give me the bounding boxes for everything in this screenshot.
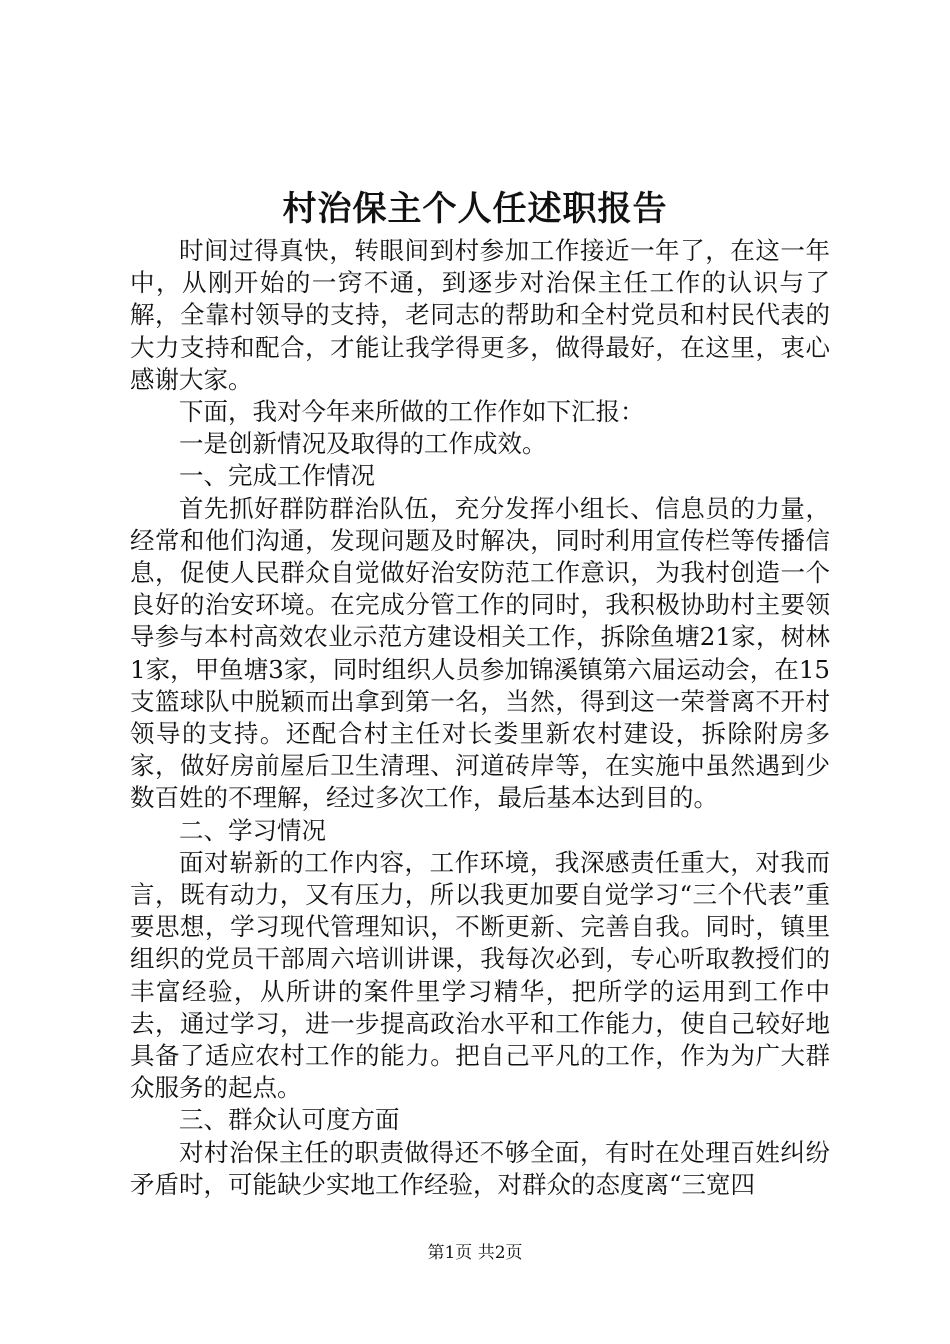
- paragraph-work: 首先抓好群防群治队伍，充分发挥小组长、信息员的力量，经常和他们沟通，发现问题及时解决，同时利用宣传栏等传播信息，促使人民群众自觉做好治安防范工作意识，为我村创造一个良好的治安环境。在完成分管工作的同时，我积极协助村主要领导参与本村高效农业示范方建设相关工作，拆除鱼塘21家，树林1家，甲鱼塘3家，同时组织人员参加锦溪镇第六届运动会，在15支篮球队中脱颖而出拿到第一名，当然，得到这一荣誉离不开村领导的支持。还配合村主任对长娄里新农村建设，拆除附房多家，做好房前屋后卫生清理、河道砖岸等，在实施中虽然遇到少数百姓的不理解，经过多次工作，最后基本达到目的。: [130, 493, 830, 813]
- document-body: [130, 235, 830, 1201]
- paragraph-innovation: 一是创新情况及取得的工作成效。: [179, 429, 547, 459]
- paragraph-study: 面对崭新的工作内容，工作环境，我深感责任重大，对我而言，既有动力，又有压力，所以我更加要自觉学习“三个代表”重要思想，学习现代管理知识，不断更新、完善自我。同时，镇里组织的党员干部周六培训讲课，我每次必到，专心听取教授们的丰富经验，从所讲的案件里学习精华，把所学的运用到工作中去，通过学习，进一步提高政治水平和工作能力，使自己较好地具备了适应农村工作的能力。把自己平凡的工作，作为为广大群众服务的起点。: [130, 847, 830, 1103]
- section-heading-work: 一、完成工作情况: [179, 461, 375, 491]
- paragraph-recognition: 对村治保主任的职责做得还不够全面，有时在处理百姓纠纷矛盾时，可能缺少实地工作经验，对群众的态度离“三宽四: [130, 1137, 830, 1199]
- paragraph-intro: 时间过得真快，转眼间到村参加工作接近一年了，在这一年中，从刚开始的一窍不通，到逐步对治保主任工作的认识与了解，全靠村领导的支持，老同志的帮助和全村党员和村民代表的大力支持和配合，才能让我学得更多，做得最好，在这里，衷心感谢大家。: [130, 236, 830, 394]
- section-heading-recognition: 三、群众认可度方面: [179, 1105, 400, 1135]
- section-heading-study: 二、学习情况: [179, 815, 326, 845]
- paragraph-report-lead: 下面，我对今年来所做的工作作如下汇报：: [179, 397, 645, 427]
- document-title: 村治保主个人任述职报告: [282, 189, 668, 229]
- page-number-footer: 第1页 共2页: [427, 1243, 523, 1263]
